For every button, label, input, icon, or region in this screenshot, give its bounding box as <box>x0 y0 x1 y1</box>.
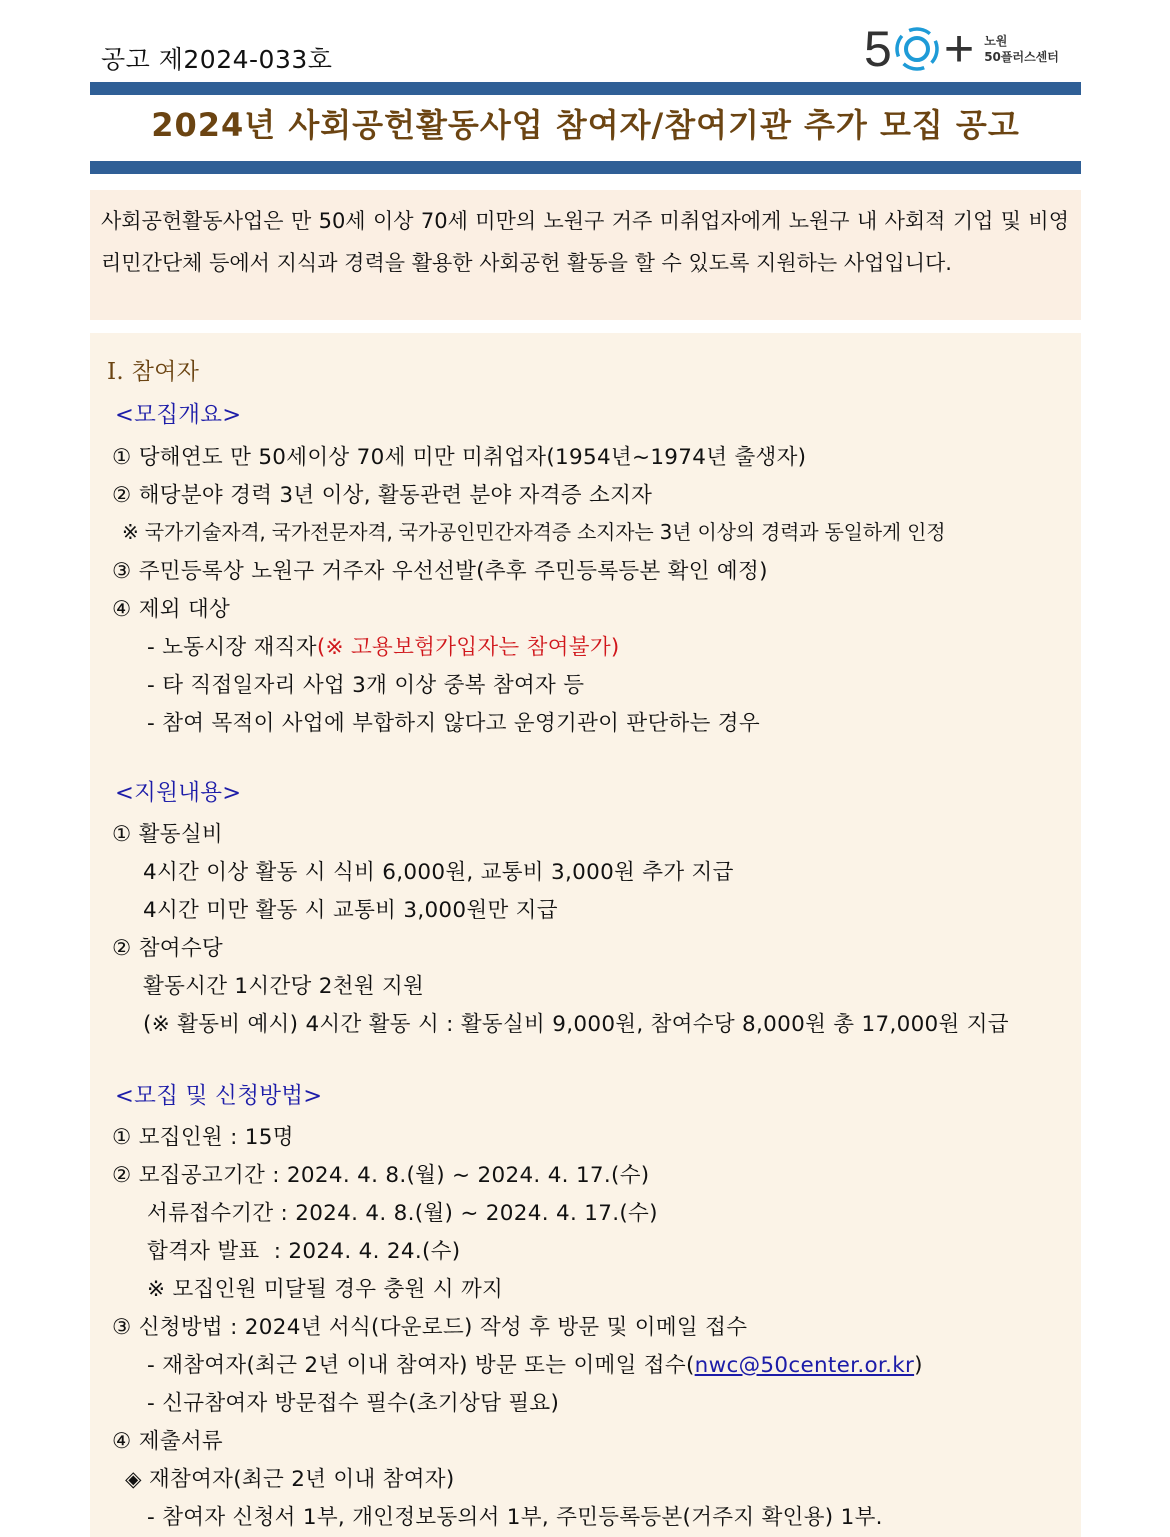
support-detail-1: 4시간 이상 활동 시 식비 6,000원, 교통비 3,000원 추가 지급 <box>143 860 734 885</box>
returning-docs-heading: ◈ 재참여자(최근 2년 이내 참여자) <box>125 1467 455 1492</box>
title-bar-bottom <box>90 161 1081 174</box>
support-detail-3: 활동시간 1시간당 2천원 지원 <box>143 974 425 999</box>
intro-text: 사회공헌활동사업은 만 50세 이상 70세 미만의 노원구 거주 미취업자에게 노원구 내 사회적 기업 및 비영리민간단체 등에서 지식과 경력을 활용한 사회공헌 활동을 할 수 있도록 지원하는 사업입니다. <box>101 209 1069 275</box>
overview-note: ※ 국가기술자격, 국가전문자격, 국가공인민간자격증 소지자는 3년 이상의 경력과 동일하게 인정 <box>122 520 946 544</box>
email-link[interactable]: nwc@50center.or.kr <box>694 1353 915 1378</box>
application-item-3: ③ 신청방법 : 2024년 서식(다운로드) 작성 후 방문 및 이메일 접수 <box>112 1315 748 1340</box>
application-heading: <모집 및 신청방법> <box>115 1083 323 1109</box>
overview-item-4: ④ 제외 대상 <box>112 597 231 622</box>
application-doc-period: 서류접수기간 : 2024. 4. 8.(월) ~ 2024. 4. 17.(수) <box>147 1201 658 1226</box>
logo-text <box>984 33 1059 65</box>
returning-docs: - 참여자 신청서 1부, 개인정보동의서 1부, 주민등록등본(거주지 확인용) 1부. <box>147 1505 883 1530</box>
title-bar-top <box>90 82 1081 95</box>
overview-item-2: ② 해당분야 경력 3년 이상, 활동관련 분야 자격증 소지자 <box>112 483 653 508</box>
application-item-1: ① 모집인원 : 15명 <box>112 1125 294 1150</box>
page-title: 2024년 사회공헌활동사업 참여자/참여기관 추가 모집 공고 <box>151 106 1020 144</box>
logo-ring-icon <box>894 26 940 72</box>
documents-heading: ④ 제출서류 <box>112 1429 223 1454</box>
section-title: Ⅰ. 참여자 <box>107 359 200 385</box>
overview-item-1: ① 당해연도 만 50세이상 70세 미만 미취업자(1954년~1974년 출생자) <box>112 445 807 470</box>
application-returning <box>147 1348 923 1379</box>
exclusion-mismatch: - 참여 목적이 사업에 부합하지 않다고 운영기관이 판단하는 경우 <box>147 711 760 736</box>
main-content <box>90 333 1081 1537</box>
application-note: ※ 모집인원 미달될 경우 충원 시 까지 <box>147 1277 504 1302</box>
support-heading: <지원내용> <box>115 780 242 806</box>
application-announce: 합격자 발표 : 2024. 4. 24.(수) <box>147 1239 461 1264</box>
intro-box <box>90 190 1081 320</box>
exclusion-labor-warning: (※ 고용보험가입자는 참여불가) <box>316 635 620 660</box>
overview-item-3: ③ 주민등록상 노원구 거주자 우선선발(추후 주민등록등본 확인 예정) <box>112 559 768 584</box>
support-detail-2: 4시간 미만 활동 시 교통비 3,000원만 지급 <box>143 898 558 923</box>
overview-heading: <모집개요> <box>115 402 242 428</box>
exclusion-labor-text: - 노동시장 재직자 <box>147 635 317 660</box>
support-example: (※ 활동비 예시) 4시간 활동 시 : 활동실비 9,000원, 참여수당 8,000원 총 17,000원 지급 <box>143 1012 1009 1037</box>
logo-text-line2: 50플러스센터 <box>984 50 1059 64</box>
application-new: - 신규참여자 방문접수 필수(초기상담 필요) <box>147 1391 560 1416</box>
application-returning-close: ) <box>914 1353 923 1378</box>
logo-text-line1: 노원 <box>984 34 1008 48</box>
logo-plus: + <box>943 20 975 78</box>
application-returning-text: - 재참여자(최근 2년 이내 참여자) 방문 또는 이메일 접수( <box>147 1353 695 1378</box>
logo <box>864 20 1059 78</box>
logo-number: 5 <box>864 21 892 77</box>
exclusion-duplicate: - 타 직접일자리 사업 3개 이상 중복 참여자 등 <box>147 673 585 698</box>
support-item-1: ① 활동실비 <box>112 822 223 847</box>
application-item-2: ② 모집공고기간 : 2024. 4. 8.(월) ~ 2024. 4. 17.(수) <box>112 1163 650 1188</box>
exclusion-labor <box>147 630 620 661</box>
support-item-2: ② 참여수당 <box>112 936 223 961</box>
notice-number: 공고 제2024-033호 <box>101 45 333 74</box>
